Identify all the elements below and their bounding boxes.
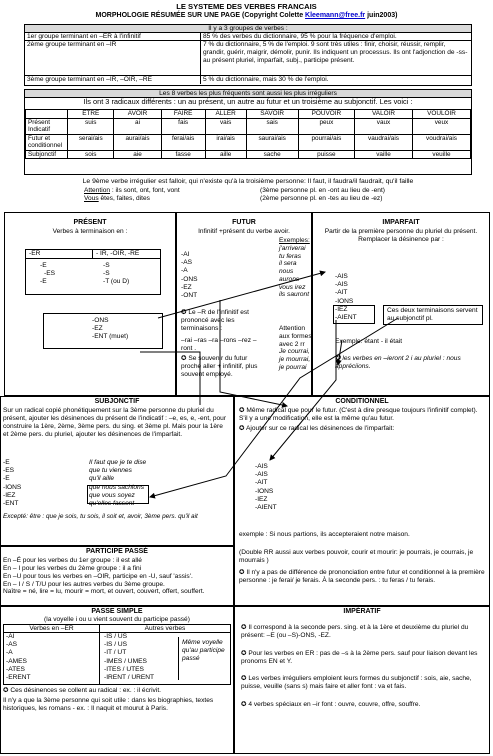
- ending: -AIENT: [335, 313, 357, 321]
- attention-note: (3ème personne pl. en -ont au lieu de -ent): [260, 187, 385, 195]
- ending: -S: [103, 262, 110, 269]
- ending: -ERENT: [6, 673, 31, 681]
- participe-rule: En – I pour les verbes du 2ème groupe : il a fini: [3, 565, 142, 573]
- vous-note: (2ème personne pl. en -tes au lieu de -ez): [260, 194, 383, 202]
- present-col-er: -ER: [26, 250, 93, 258]
- frequent-grid: [25, 109, 471, 159]
- verb-cell: suis: [68, 118, 114, 134]
- vous-label: Vous: [84, 194, 99, 202]
- subjonctif-highlight-box: [87, 485, 149, 504]
- verb-cell: aurai/ais: [114, 134, 161, 150]
- ending: -A: [6, 649, 13, 657]
- ending: -AIT: [255, 479, 268, 487]
- verb-cell: puisse: [298, 150, 354, 159]
- example: Il faut que je te dise: [89, 459, 147, 466]
- subjonctif-endings: [3, 459, 21, 508]
- passe-simple-body: [3, 633, 231, 685]
- imparfait-note: ✪ les verbes en –ieront 2 i au pluriel : nous appréciions.: [335, 355, 461, 370]
- group-row: [25, 41, 471, 76]
- verb-header: VALOIR: [355, 110, 413, 119]
- subjonctif-title: SUBJONCTIF: [94, 398, 140, 405]
- group-label: 2ème groupe terminant en –IR: [25, 41, 201, 75]
- ps-er-endings: [4, 633, 100, 684]
- ending: -ONS: [181, 275, 198, 283]
- conditionnel-title: CONDITIONNEL: [335, 398, 389, 405]
- verb-row-subjonctif: [26, 150, 471, 159]
- page-subtitle: [0, 12, 493, 20]
- vous-line: [24, 195, 472, 203]
- verb-cell: vaux: [355, 118, 413, 134]
- futur-endings: [181, 251, 197, 300]
- ps-col-er: Verbes en –ER: [4, 625, 100, 632]
- ending: -E: [3, 475, 10, 483]
- imparfait-section: [312, 212, 490, 396]
- ending: -IT / UT: [104, 649, 127, 657]
- example: vous irez: [279, 283, 306, 291]
- frequent-verbs-table: [24, 89, 472, 175]
- example: que vous soyez: [89, 491, 135, 499]
- ps-col-autres: Autres verbes: [144, 625, 186, 633]
- attention-text: : ils sont, ont, font, vont: [110, 187, 180, 195]
- imperatif-note: ✪ Les verbes irréguliers emploient leurs formes du subjonctif : sois, aie, sache, puisse, veuille (sans s) mais faire et aller font : va et fais.: [241, 675, 472, 691]
- group-label: 3ème groupe terminant en –IR, –OIR, –RE: [25, 76, 201, 84]
- imparfait-highlight-box: [333, 305, 375, 324]
- ending: -ES: [3, 467, 14, 475]
- subjonctif-section: [0, 396, 234, 546]
- groups-table: [24, 24, 472, 86]
- attention-label: Attention: [84, 187, 111, 195]
- verb-header-row: [26, 110, 471, 119]
- participe-rule: En –É pour les verbes du 1er groupe : il est allé: [3, 557, 142, 565]
- group-detail: 7 % du dictionnaire, 5 % de l'emploi. 9 sont très utiles : finir, choisir, réussir, remplir, grandir, guérir, maigrir, démolir, punir. Ils indiquent un processus. Ils ont l'adjonction de -ss- au présent pluriel, imparfait, subj., participe présent.: [203, 41, 468, 64]
- example: je pourrai: [279, 363, 307, 371]
- ps-note-radical: ✪ Ces désinences se collent au radical : ex. : il écrivit.: [3, 687, 161, 695]
- futur-note-proche: ✪ Se souvenir du futur proche aller + infinitif, plus souvent employé.: [181, 355, 258, 378]
- conditionnel-example: exemple : Si nous partions, ils accepteraient notre maison.: [239, 531, 410, 538]
- ending: -IONS: [335, 297, 354, 305]
- group-label: 1er groupe terminant en –ER à l'infinitif: [25, 33, 201, 40]
- ps-voyelle-note: Même voyelle qu'au participe passé: [182, 639, 225, 662]
- verb-row-present: [26, 118, 471, 134]
- present-subtitle: Verbes à terminaison en :: [52, 228, 128, 236]
- example: Je courrai,: [279, 348, 310, 356]
- conditionnel-note-radical: ✪ Même radical que pour le futur. (C'est à dire presque toujours l'infinitif complet). S'il y a une modification, elle est la même qu'au futur.: [239, 407, 478, 423]
- example: je mourrai,: [279, 356, 311, 364]
- group-row: [25, 76, 471, 84]
- group-detail: 85 % des verbes du dictionnaire, 95 % pour la fréquence d'emploi.: [203, 33, 397, 40]
- example: j'arriverai: [279, 244, 306, 252]
- verb-cell: aille: [205, 150, 246, 159]
- ending: -ENT: [3, 499, 19, 507]
- conditionnel-section: [234, 396, 490, 606]
- ending: -AIT: [335, 289, 348, 297]
- participe-rule: Naître = né, lire = lu, mourir = mort, et ouvert, couvert, offert, souffert.: [3, 588, 205, 596]
- present-er-endings: [26, 262, 93, 287]
- verb-cell: irai/ais: [205, 134, 246, 150]
- ending: -IEZ: [335, 305, 348, 313]
- example: nous aurons: [279, 268, 300, 283]
- ending: -IS / US: [104, 633, 128, 641]
- participe-section: [0, 546, 234, 606]
- present-title: PRÉSENT: [73, 219, 107, 226]
- group-row: [25, 33, 471, 41]
- verb-cell: ai: [114, 118, 161, 134]
- falloir-note: Le 9ème verbe irrégulier est falloir, qui n'existe qu'à la troisième personne: Il faut, il faudra/il faudrait, qu'il faille: [82, 178, 414, 185]
- verb-cell: vais: [205, 118, 246, 134]
- verb-header: VOULOIR: [412, 110, 470, 119]
- ending: -ONT: [181, 291, 198, 299]
- verb-cell: voudrai/ais: [412, 134, 470, 150]
- imperatif-title: IMPÉRATIF: [343, 608, 381, 615]
- verb-cell: saurai/ais: [246, 134, 298, 150]
- ending: -ENT (muet): [92, 333, 129, 341]
- ps-autres-endings: [100, 633, 178, 684]
- conditionnel-endings: [255, 463, 277, 512]
- ending: -S: [103, 270, 110, 278]
- conditionnel-note-desinences: ✪ Ajouter sur ce radical les désinences de l'imparfait:: [239, 424, 395, 432]
- verb-header: ÊTRE: [68, 110, 114, 119]
- ending: -EZ: [92, 325, 103, 333]
- ending: -T (ou D): [103, 278, 130, 286]
- futur-attention: [279, 325, 313, 372]
- ending: -IEZ: [3, 491, 16, 499]
- examples-label: Exemples:: [279, 237, 310, 244]
- verb-cell: ferai/ais: [161, 134, 205, 150]
- ending: -E: [40, 262, 47, 269]
- frequent-heading: Les 8 verbes les plus fréquents sont aussi les plus irréguliers: [25, 90, 471, 98]
- ending: -IONS: [3, 483, 22, 491]
- imperatif-note: ✪ Il correspond à la seconde pers. sing. et à la 1ère et deuxième du pluriel du présent: –E (ou –S)-ONS, -EZ.: [241, 624, 469, 640]
- verb-cell: veuille: [412, 150, 470, 159]
- ending: -AIENT: [255, 503, 277, 511]
- present-plural-box: [43, 313, 163, 349]
- tense-label: Présent Indicatif: [26, 118, 68, 134]
- verb-header: FAIRE: [161, 110, 205, 119]
- subjonctif-intro: Sur un radical copié phonétiquement sur la 3ème personne du pluriel du présent, ajouter les désinences du présent de l'indicatif : –e, es, e, -ent, pour construire la 1ère, 2ème, 3ème pers. du sing. et 3ème pl. Mais pour la 1ère et 2ème pers. du pluriel, ajouter les désinences de l'imparfait.: [3, 407, 227, 438]
- ending: -AI: [181, 251, 190, 258]
- verb-cell: sais: [246, 118, 298, 134]
- verb-header: AVOIR: [114, 110, 161, 119]
- ending: -ES: [44, 270, 55, 278]
- ending: -EZ: [181, 283, 192, 291]
- frequent-intro: Ils ont 3 radicaux différents : un au présent, un autre au futur et un troisième au subjonctif. Les voici :: [83, 97, 413, 106]
- verb-cell: sois: [68, 150, 114, 159]
- present-col-ir: - IR, -OIR, -RE: [96, 250, 140, 257]
- participe-rules: [1, 556, 233, 596]
- verb-cell: veux: [412, 118, 470, 134]
- subtitle-text: MORPHOLOGIE RÉSUMÉE SUR UNE PAGE (Copyright Colette: [95, 12, 306, 19]
- verb-cell: sache: [246, 150, 298, 159]
- imperatif-note: ✪ 4 verbes spéciaux en –ir font : ouvre, couvre, offre, souffre.: [241, 700, 421, 708]
- group-detail: 5 % du dictionnaire, mais 30 % de l'emploi.: [203, 76, 329, 83]
- example: il sera: [279, 260, 297, 268]
- verb-header: SAVOIR: [246, 110, 298, 119]
- verb-cell: vaudrai/ais: [355, 134, 413, 150]
- futur-note-r: ✪ Le –R de l'infinitif est prononcé avec les terminaisons :: [181, 309, 249, 332]
- imperatif-note: ✪ Pour les verbes en ER : pas de –s à la 2ème pers. sauf pour liaison devant les pronoms EN et Y.: [241, 649, 478, 665]
- passe-simple-title: PASSE SIMPLE: [91, 608, 143, 615]
- subtitle-date: juin2003): [365, 12, 398, 19]
- futur-note-endings: –rai –ras –ra –rons –rez – ront .: [181, 337, 257, 352]
- passe-simple-section: [0, 606, 234, 754]
- futur-examples: [279, 237, 313, 299]
- ending: -IEZ: [255, 495, 268, 503]
- present-section: [4, 212, 176, 396]
- verb-row-futur: [26, 134, 471, 150]
- ending: -AIS: [335, 281, 348, 289]
- ending: -ONS: [92, 317, 109, 324]
- attention-line: [24, 187, 472, 195]
- verb-header: POUVOIR: [298, 110, 354, 119]
- ending: -E: [40, 278, 47, 286]
- verb-header: ALLER: [205, 110, 246, 119]
- ending: -AIS: [335, 273, 348, 280]
- example: tu feras: [279, 252, 301, 260]
- ending: -E: [3, 459, 10, 466]
- imparfait-subj-note: Ces deux terminaisons servent au subjonctif pl.: [383, 305, 483, 325]
- subjonctif-exception: Excepté: être : que je sois, tu sois, il soit et, avoir, 3ème pers. qu'il ait: [3, 513, 198, 520]
- verb-cell: peux: [298, 118, 354, 134]
- example: qu'elles fassent: [89, 499, 135, 507]
- verb-cell: pourrai/ais: [298, 134, 354, 150]
- conditionnel-prononciation: ✪ Il n'y a pas de différence de prononciation entre futur et conditionnel à la première personne : je ferai/ je ferais. À la seconde pers. : tu feras / tu ferais.: [239, 569, 485, 584]
- ending: -AMES: [6, 657, 27, 665]
- example: que nous sachions: [89, 483, 144, 491]
- ending: -ATES: [6, 665, 25, 673]
- participe-title: PARTICIPE PASSÉ: [86, 548, 148, 555]
- tense-label: Futur et conditionnel: [26, 134, 68, 150]
- participe-rule: En –U pour tous les verbes en –OIR, participe en -U, sauf 'assis'.: [3, 572, 193, 580]
- ending: -IRENT / URENT: [104, 673, 155, 681]
- passe-simple-subtitle: (la voyelle i ou u vient souvent du participe passé): [44, 616, 190, 624]
- imperatif-section: [234, 606, 490, 754]
- ps-note-usage: Il n'y a que la 3ème personne qui soit utile : dans les biographies, textes historiques, les romans - ex. : Il naquit et mourut à Paris.: [3, 696, 214, 712]
- imparfait-title: IMPARFAIT: [382, 219, 420, 226]
- attention-rr: Attention aux formes avec 2 rr: [279, 325, 312, 348]
- ending: -IMES / UMES: [104, 657, 147, 665]
- imparfait-subtitle: Partir de la première personne du pluriel du présent. Remplacer la désinence par :: [324, 228, 478, 244]
- imparfait-example: Exemple: étant - il était: [335, 338, 403, 345]
- tense-label: Subjonctif: [26, 150, 68, 159]
- ninth-verb-block: [24, 178, 472, 203]
- example: ils sauront: [279, 291, 310, 299]
- ending: -A: [181, 267, 188, 275]
- ending: -AIS: [255, 471, 268, 479]
- present-singular-box: [25, 249, 161, 295]
- author-email-link[interactable]: Kleemann@free.fr: [305, 12, 366, 19]
- ending: -ITES / UTES: [104, 665, 144, 673]
- ending: -IONS: [255, 487, 274, 495]
- futur-subtitle: Infinitif +présent du verbe avoir.: [198, 228, 290, 236]
- futur-title: FUTUR: [232, 219, 256, 226]
- example: qu'il aille: [89, 475, 115, 483]
- groups-heading: Il y a 3 groupes de verbes :: [25, 25, 471, 33]
- conditionnel-double-rr: (Double RR aussi aux verbes pouvoir, courir et mourir: je pourrais, je courrais, je mourrais ): [239, 549, 474, 564]
- verb-cell: vaille: [355, 150, 413, 159]
- verb-cell: fais: [161, 118, 205, 134]
- ending: -AIS: [255, 463, 268, 470]
- participe-rule: En – I / S / T/U pour les autres verbes du 3ème groupe.: [3, 580, 165, 588]
- verb-cell: aie: [114, 150, 161, 159]
- passe-simple-header: [3, 624, 231, 633]
- ending: -IS / US: [104, 641, 128, 649]
- futur-section: [176, 212, 312, 396]
- present-ir-endings: [93, 262, 160, 287]
- ending: -AI: [6, 633, 15, 641]
- page-title: LE SYSTEME DES VERBES FRANCAIS: [176, 2, 317, 11]
- verb-cell: fasse: [161, 150, 205, 159]
- empty-cell: [26, 110, 68, 119]
- vous-text: êtes, faites, dites: [98, 194, 150, 202]
- example: que tu viennes: [89, 467, 132, 475]
- verb-cell: serai/ais: [68, 134, 114, 150]
- ending: -AS: [6, 641, 17, 649]
- ending: -AS: [181, 259, 192, 267]
